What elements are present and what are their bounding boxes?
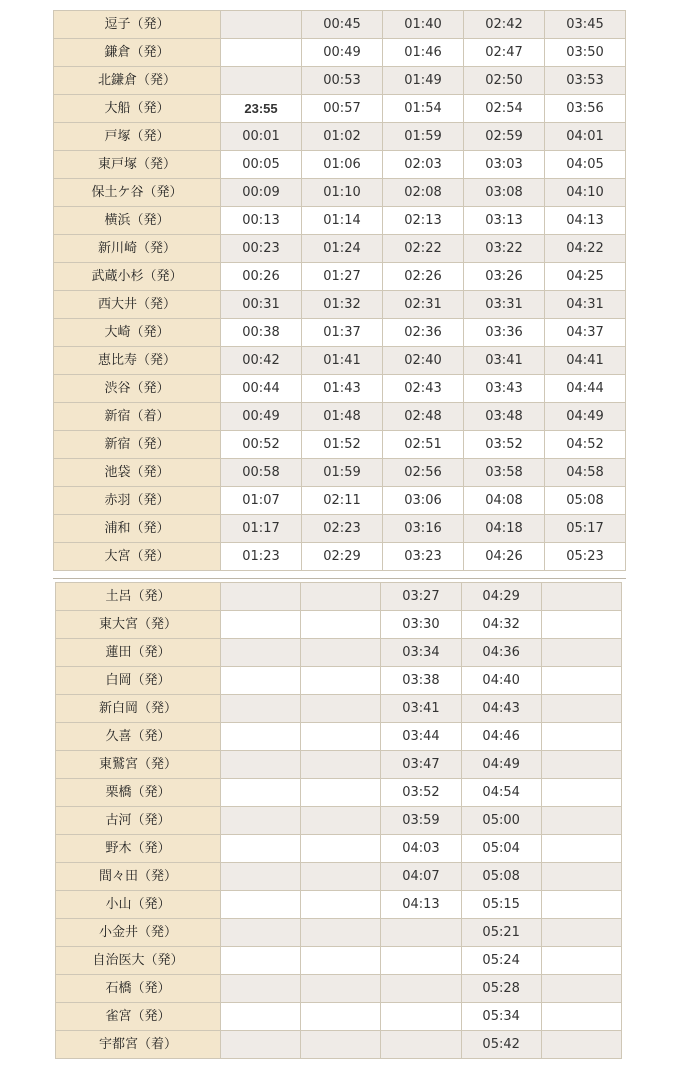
- time-cell: 05:23: [545, 543, 626, 571]
- time-cell: 05:08: [545, 487, 626, 515]
- time-cell: 02:56: [383, 459, 464, 487]
- time-cell: 03:06: [383, 487, 464, 515]
- time-cell: 04:13: [381, 891, 461, 919]
- time-cell: 03:44: [381, 723, 461, 751]
- table-row: [54, 11, 626, 39]
- time-cell: 04:31: [545, 291, 626, 319]
- table-row: [56, 947, 622, 975]
- table-row: [54, 179, 626, 207]
- table-row: [56, 667, 622, 695]
- time-cell: 04:36: [461, 639, 541, 667]
- time-cell: [221, 723, 301, 751]
- table-row: [54, 403, 626, 431]
- time-cell: [301, 611, 381, 639]
- time-cell: 01:43: [302, 375, 383, 403]
- table-row: [56, 1031, 622, 1059]
- time-cell: [221, 611, 301, 639]
- time-cell: [221, 919, 301, 947]
- time-cell: [221, 779, 301, 807]
- time-cell: [301, 947, 381, 975]
- time-cell: 04:29: [461, 583, 541, 611]
- time-cell: [541, 723, 621, 751]
- time-cell: 00:44: [221, 375, 302, 403]
- station-name: 東鷲宮（発）: [56, 751, 221, 779]
- time-cell: 00:53: [302, 67, 383, 95]
- station-name: 古河（発）: [56, 807, 221, 835]
- time-cell: 03:31: [464, 291, 545, 319]
- time-cell: [301, 807, 381, 835]
- station-name: 北鎌倉（発）: [54, 67, 221, 95]
- time-cell: [221, 1003, 301, 1031]
- table-row: [56, 863, 622, 891]
- time-cell: [381, 919, 461, 947]
- time-cell: [541, 975, 621, 1003]
- time-cell: [541, 1031, 621, 1059]
- time-cell: 03:38: [381, 667, 461, 695]
- time-cell: 02:50: [464, 67, 545, 95]
- time-cell: 01:24: [302, 235, 383, 263]
- time-cell: 03:52: [381, 779, 461, 807]
- time-cell: 02:59: [464, 123, 545, 151]
- time-cell: [381, 1003, 461, 1031]
- station-name: 逗子（発）: [54, 11, 221, 39]
- time-cell: 02:42: [464, 11, 545, 39]
- time-cell: 01:52: [302, 431, 383, 459]
- table-row: [54, 207, 626, 235]
- time-cell: [541, 1003, 621, 1031]
- time-cell: [381, 975, 461, 1003]
- time-cell: 05:04: [461, 835, 541, 863]
- station-name: 新川崎（発）: [54, 235, 221, 263]
- table-row: [54, 319, 626, 347]
- time-cell: 03:08: [464, 179, 545, 207]
- time-cell: 04:49: [545, 403, 626, 431]
- table-row: [56, 723, 622, 751]
- time-cell: [301, 723, 381, 751]
- station-name: 間々田（発）: [56, 863, 221, 891]
- time-cell: 01:32: [302, 291, 383, 319]
- time-cell: 03:53: [545, 67, 626, 95]
- table-row: [56, 639, 622, 667]
- time-cell: 02:08: [383, 179, 464, 207]
- time-cell: 23:55: [221, 95, 302, 123]
- time-cell: [541, 751, 621, 779]
- time-cell: [541, 947, 621, 975]
- station-name: 戸塚（発）: [54, 123, 221, 151]
- time-cell: 00:13: [221, 207, 302, 235]
- time-cell: 04:54: [461, 779, 541, 807]
- table-row: [56, 583, 622, 611]
- time-cell: 02:54: [464, 95, 545, 123]
- time-cell: 04:43: [461, 695, 541, 723]
- time-cell: 04:49: [461, 751, 541, 779]
- time-cell: 00:49: [302, 39, 383, 67]
- time-cell: 04:18: [464, 515, 545, 543]
- time-cell: 04:46: [461, 723, 541, 751]
- table-row: [54, 67, 626, 95]
- time-cell: 05:34: [461, 1003, 541, 1031]
- time-cell: [301, 891, 381, 919]
- time-cell: 03:34: [381, 639, 461, 667]
- table-row: [56, 807, 622, 835]
- time-cell: [301, 667, 381, 695]
- time-cell: 00:45: [302, 11, 383, 39]
- time-cell: 04:25: [545, 263, 626, 291]
- time-cell: 03:59: [381, 807, 461, 835]
- station-name: 恵比寿（発）: [54, 347, 221, 375]
- time-cell: 03:26: [464, 263, 545, 291]
- time-cell: [221, 1031, 301, 1059]
- time-cell: 00:23: [221, 235, 302, 263]
- time-cell: 04:05: [545, 151, 626, 179]
- time-cell: 04:58: [545, 459, 626, 487]
- time-cell: 00:52: [221, 431, 302, 459]
- time-cell: 04:52: [545, 431, 626, 459]
- time-cell: 01:17: [221, 515, 302, 543]
- time-cell: 05:24: [461, 947, 541, 975]
- time-cell: 01:10: [302, 179, 383, 207]
- time-cell: 03:41: [381, 695, 461, 723]
- time-cell: [221, 751, 301, 779]
- time-cell: 04:22: [545, 235, 626, 263]
- time-cell: 02:03: [383, 151, 464, 179]
- time-cell: 00:38: [221, 319, 302, 347]
- time-cell: [301, 779, 381, 807]
- table-row: [56, 891, 622, 919]
- time-cell: 05:15: [461, 891, 541, 919]
- time-cell: 04:40: [461, 667, 541, 695]
- time-cell: [221, 975, 301, 1003]
- station-name: 栗橋（発）: [56, 779, 221, 807]
- time-cell: [541, 807, 621, 835]
- time-cell: 00:09: [221, 179, 302, 207]
- time-cell: 02:11: [302, 487, 383, 515]
- time-cell: 00:58: [221, 459, 302, 487]
- station-name: 東戸塚（発）: [54, 151, 221, 179]
- time-cell: 05:08: [461, 863, 541, 891]
- station-name: 白岡（発）: [56, 667, 221, 695]
- table-row: [54, 291, 626, 319]
- time-cell: [221, 39, 302, 67]
- table-row: [54, 39, 626, 67]
- time-cell: [541, 891, 621, 919]
- time-cell: [541, 863, 621, 891]
- station-name: 東大宮（発）: [56, 611, 221, 639]
- time-cell: [221, 835, 301, 863]
- time-cell: 04:44: [545, 375, 626, 403]
- time-cell: 02:43: [383, 375, 464, 403]
- station-name: 渋谷（発）: [54, 375, 221, 403]
- time-cell: 01:07: [221, 487, 302, 515]
- time-cell: 02:31: [383, 291, 464, 319]
- time-cell: 01:27: [302, 263, 383, 291]
- table-row: [54, 459, 626, 487]
- timetable-lower: [55, 582, 622, 1059]
- table-row: [54, 263, 626, 291]
- station-name: 小山（発）: [56, 891, 221, 919]
- time-cell: 01:06: [302, 151, 383, 179]
- time-cell: 01:59: [302, 459, 383, 487]
- time-cell: [301, 975, 381, 1003]
- table-row: [54, 487, 626, 515]
- station-name: 土呂（発）: [56, 583, 221, 611]
- table-row: [56, 695, 622, 723]
- time-cell: [301, 919, 381, 947]
- time-cell: [301, 751, 381, 779]
- time-cell: 00:42: [221, 347, 302, 375]
- table-row: [54, 95, 626, 123]
- time-cell: [301, 583, 381, 611]
- station-name: 新宿（着）: [54, 403, 221, 431]
- time-cell: 00:57: [302, 95, 383, 123]
- station-name: 新白岡（発）: [56, 695, 221, 723]
- time-cell: 02:48: [383, 403, 464, 431]
- time-cell: 01:48: [302, 403, 383, 431]
- station-name: 西大井（発）: [54, 291, 221, 319]
- time-cell: 05:17: [545, 515, 626, 543]
- station-name: 大船（発）: [54, 95, 221, 123]
- station-name: 大宮（発）: [54, 543, 221, 571]
- time-cell: [221, 863, 301, 891]
- time-cell: 01:37: [302, 319, 383, 347]
- time-cell: [221, 639, 301, 667]
- time-cell: 00:49: [221, 403, 302, 431]
- time-cell: [221, 695, 301, 723]
- time-cell: [541, 695, 621, 723]
- station-name: 新宿（発）: [54, 431, 221, 459]
- time-cell: [381, 1031, 461, 1059]
- time-cell: [541, 779, 621, 807]
- station-name: 池袋（発）: [54, 459, 221, 487]
- time-cell: 02:22: [383, 235, 464, 263]
- table-row: [54, 123, 626, 151]
- time-cell: 02:26: [383, 263, 464, 291]
- time-cell: 02:36: [383, 319, 464, 347]
- time-cell: [301, 695, 381, 723]
- time-cell: 01:14: [302, 207, 383, 235]
- table-row: [54, 375, 626, 403]
- time-cell: 03:13: [464, 207, 545, 235]
- time-cell: [221, 583, 301, 611]
- time-cell: 03:23: [383, 543, 464, 571]
- time-cell: [301, 1003, 381, 1031]
- time-cell: 02:13: [383, 207, 464, 235]
- table-row: [56, 779, 622, 807]
- table-row: [54, 543, 626, 571]
- time-cell: 02:51: [383, 431, 464, 459]
- time-cell: 04:37: [545, 319, 626, 347]
- time-cell: 03:30: [381, 611, 461, 639]
- station-name: 保土ケ谷（発）: [54, 179, 221, 207]
- time-cell: 01:54: [383, 95, 464, 123]
- time-cell: 03:43: [464, 375, 545, 403]
- station-name: 蓮田（発）: [56, 639, 221, 667]
- time-cell: [221, 11, 302, 39]
- time-cell: 03:03: [464, 151, 545, 179]
- station-name: 武蔵小杉（発）: [54, 263, 221, 291]
- table-row: [56, 975, 622, 1003]
- time-cell: 04:26: [464, 543, 545, 571]
- time-cell: [301, 835, 381, 863]
- time-cell: 03:52: [464, 431, 545, 459]
- time-cell: 02:23: [302, 515, 383, 543]
- station-name: 小金井（発）: [56, 919, 221, 947]
- time-cell: [381, 947, 461, 975]
- time-cell: 03:36: [464, 319, 545, 347]
- station-name: 雀宮（発）: [56, 1003, 221, 1031]
- time-cell: [301, 863, 381, 891]
- time-cell: 00:01: [221, 123, 302, 151]
- time-cell: 03:41: [464, 347, 545, 375]
- table-row: [56, 611, 622, 639]
- time-cell: 04:32: [461, 611, 541, 639]
- time-cell: 03:50: [545, 39, 626, 67]
- time-cell: 03:47: [381, 751, 461, 779]
- time-cell: [541, 583, 621, 611]
- station-name: 野木（発）: [56, 835, 221, 863]
- station-name: 横浜（発）: [54, 207, 221, 235]
- time-cell: [301, 639, 381, 667]
- station-name: 赤羽（発）: [54, 487, 221, 515]
- time-cell: 01:40: [383, 11, 464, 39]
- time-cell: 05:42: [461, 1031, 541, 1059]
- time-cell: 04:01: [545, 123, 626, 151]
- time-cell: 03:48: [464, 403, 545, 431]
- time-cell: [541, 919, 621, 947]
- time-cell: 05:00: [461, 807, 541, 835]
- time-cell: 01:23: [221, 543, 302, 571]
- time-cell: 05:21: [461, 919, 541, 947]
- station-name: 石橋（発）: [56, 975, 221, 1003]
- time-cell: 02:40: [383, 347, 464, 375]
- time-cell: [221, 667, 301, 695]
- time-cell: [221, 947, 301, 975]
- table-row: [56, 919, 622, 947]
- station-name: 久喜（発）: [56, 723, 221, 751]
- table-row: [54, 515, 626, 543]
- station-name: 鎌倉（発）: [54, 39, 221, 67]
- time-cell: 01:46: [383, 39, 464, 67]
- time-cell: 03:58: [464, 459, 545, 487]
- time-cell: [541, 667, 621, 695]
- time-cell: 04:08: [464, 487, 545, 515]
- time-cell: [541, 639, 621, 667]
- time-cell: 04:07: [381, 863, 461, 891]
- time-cell: [221, 67, 302, 95]
- table-row: [54, 431, 626, 459]
- time-cell: 03:22: [464, 235, 545, 263]
- time-cell: 00:05: [221, 151, 302, 179]
- time-cell: [221, 807, 301, 835]
- timetable-upper: [53, 10, 626, 571]
- time-cell: [541, 835, 621, 863]
- time-cell: 02:47: [464, 39, 545, 67]
- time-cell: 05:28: [461, 975, 541, 1003]
- time-cell: 00:31: [221, 291, 302, 319]
- table-row: [56, 1003, 622, 1031]
- time-cell: 01:41: [302, 347, 383, 375]
- time-cell: 01:49: [383, 67, 464, 95]
- table-row: [56, 835, 622, 863]
- time-cell: 04:41: [545, 347, 626, 375]
- time-cell: [301, 1031, 381, 1059]
- time-cell: 02:29: [302, 543, 383, 571]
- table-row: [54, 347, 626, 375]
- time-cell: 04:13: [545, 207, 626, 235]
- station-name: 宇都宮（着）: [56, 1031, 221, 1059]
- time-cell: 03:27: [381, 583, 461, 611]
- time-cell: 00:26: [221, 263, 302, 291]
- station-name: 大崎（発）: [54, 319, 221, 347]
- station-name: 自治医大（発）: [56, 947, 221, 975]
- table-row: [56, 751, 622, 779]
- station-name: 浦和（発）: [54, 515, 221, 543]
- time-cell: 03:16: [383, 515, 464, 543]
- time-cell: 04:03: [381, 835, 461, 863]
- time-cell: 03:56: [545, 95, 626, 123]
- time-cell: 04:10: [545, 179, 626, 207]
- time-cell: 03:45: [545, 11, 626, 39]
- time-cell: 01:02: [302, 123, 383, 151]
- table-divider: [53, 578, 626, 579]
- time-cell: [541, 611, 621, 639]
- table-row: [54, 151, 626, 179]
- time-cell: 01:59: [383, 123, 464, 151]
- table-row: [54, 235, 626, 263]
- time-cell: [221, 891, 301, 919]
